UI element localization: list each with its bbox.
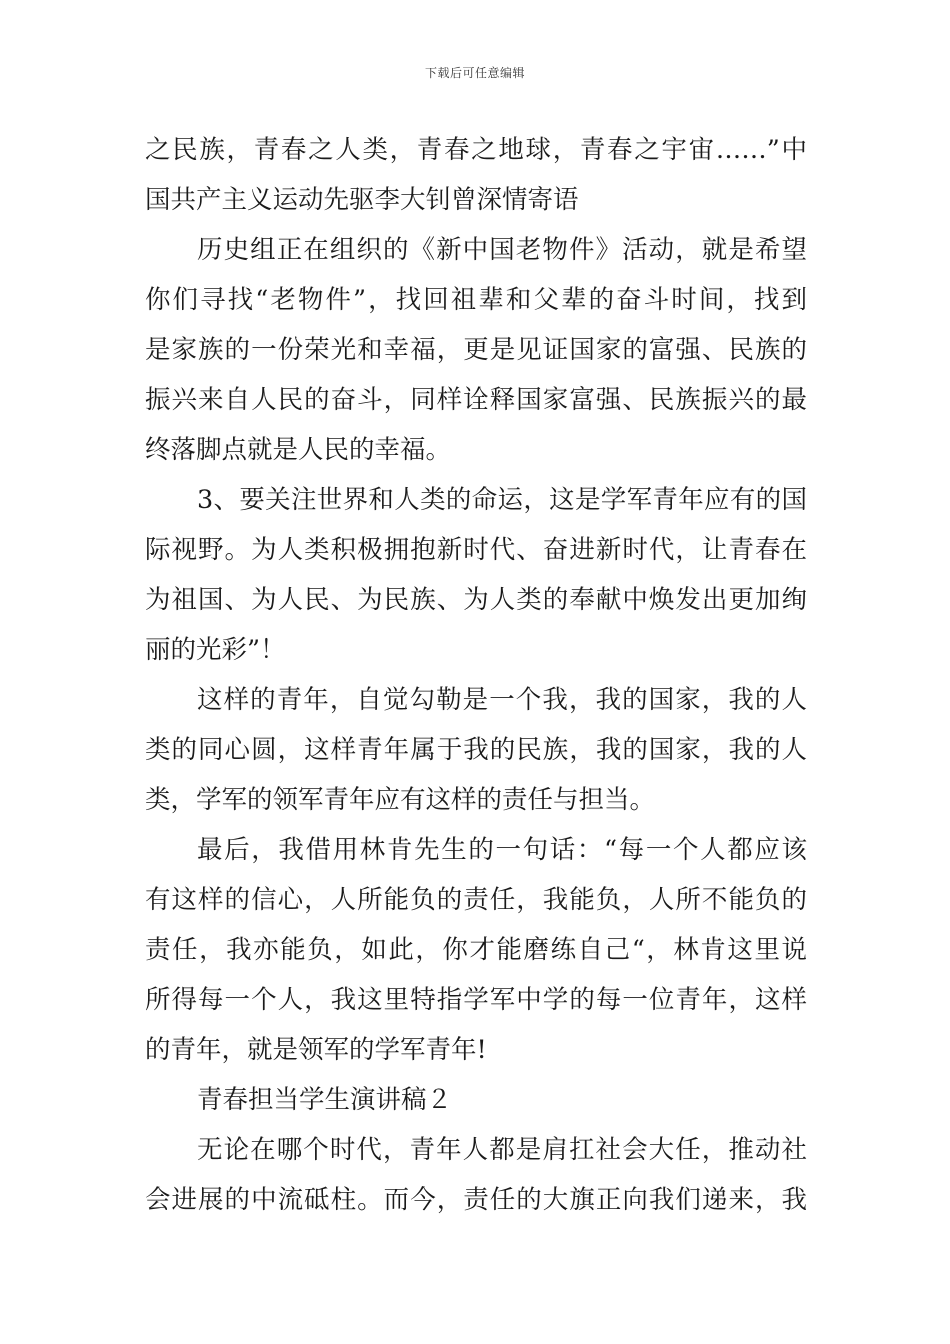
text-line: 振兴来自人民的奋斗，同样诠释国家富强、民族振兴的最: [145, 385, 807, 415]
text-line: 国共产主义运动先驱李大钊曾深情寄语: [145, 185, 579, 215]
text-line: 丽的光彩”！: [145, 635, 286, 665]
section-heading: 青春担当学生演讲稿２: [197, 1085, 453, 1115]
text-line: 历史组正在组织的《新中国老物件》活动，就是希望: [197, 235, 807, 265]
text-line: 有这样的信心，人所能负的责任，我能负，人所不能负的: [145, 885, 807, 915]
text-line: 3、要关注世界和人类的命运，这是学军青年应有的国: [197, 485, 807, 515]
page-header: 下载后可任意编辑: [424, 66, 525, 80]
text-line: 无论在哪个时代，青年人都是肩扛社会大任，推动社: [197, 1135, 807, 1165]
text-line: 责任，我亦能负，如此，你才能磨练自己“，林肯这里说: [145, 935, 807, 965]
text-line: 是家族的一份荣光和幸福，更是见证国家的富强、民族的: [145, 335, 807, 365]
text-line: 这样的青年，自觉勾勒是一个我，我的国家，我的人: [197, 685, 807, 715]
text-line: 最后，我借用林肯先生的一句话：“每一个人都应该: [197, 835, 807, 865]
text-line: 为祖国、为人民、为民族、为人类的奉献中焕发出更加绚: [145, 585, 807, 615]
text-line: 会进展的中流砥柱。而今，责任的大旗正向我们递来，我: [145, 1185, 807, 1215]
text-line: 终落脚点就是人民的幸福。: [145, 435, 452, 465]
text-line: 际视野。为人类积极拥抱新时代、奋进新时代，让青春在: [145, 535, 807, 565]
text-line: 类的同心圆，这样青年属于我的民族，我的国家，我的人: [145, 735, 807, 765]
text-line: 所得每一个人，我这里特指学军中学的每一位青年，这样: [145, 985, 807, 1015]
document-body: [145, 125, 807, 1225]
text-line: 之民族，青春之人类，青春之地球，青春之宇宙……”中: [145, 135, 807, 165]
text-line: 类，学军的领军青年应有这样的责任与担当。: [145, 785, 656, 815]
text-line: 的青年，就是领军的学军青年!: [145, 1035, 487, 1065]
text-line: 你们寻找“老物件”，找回祖辈和父辈的奋斗时间，找到: [145, 285, 807, 315]
